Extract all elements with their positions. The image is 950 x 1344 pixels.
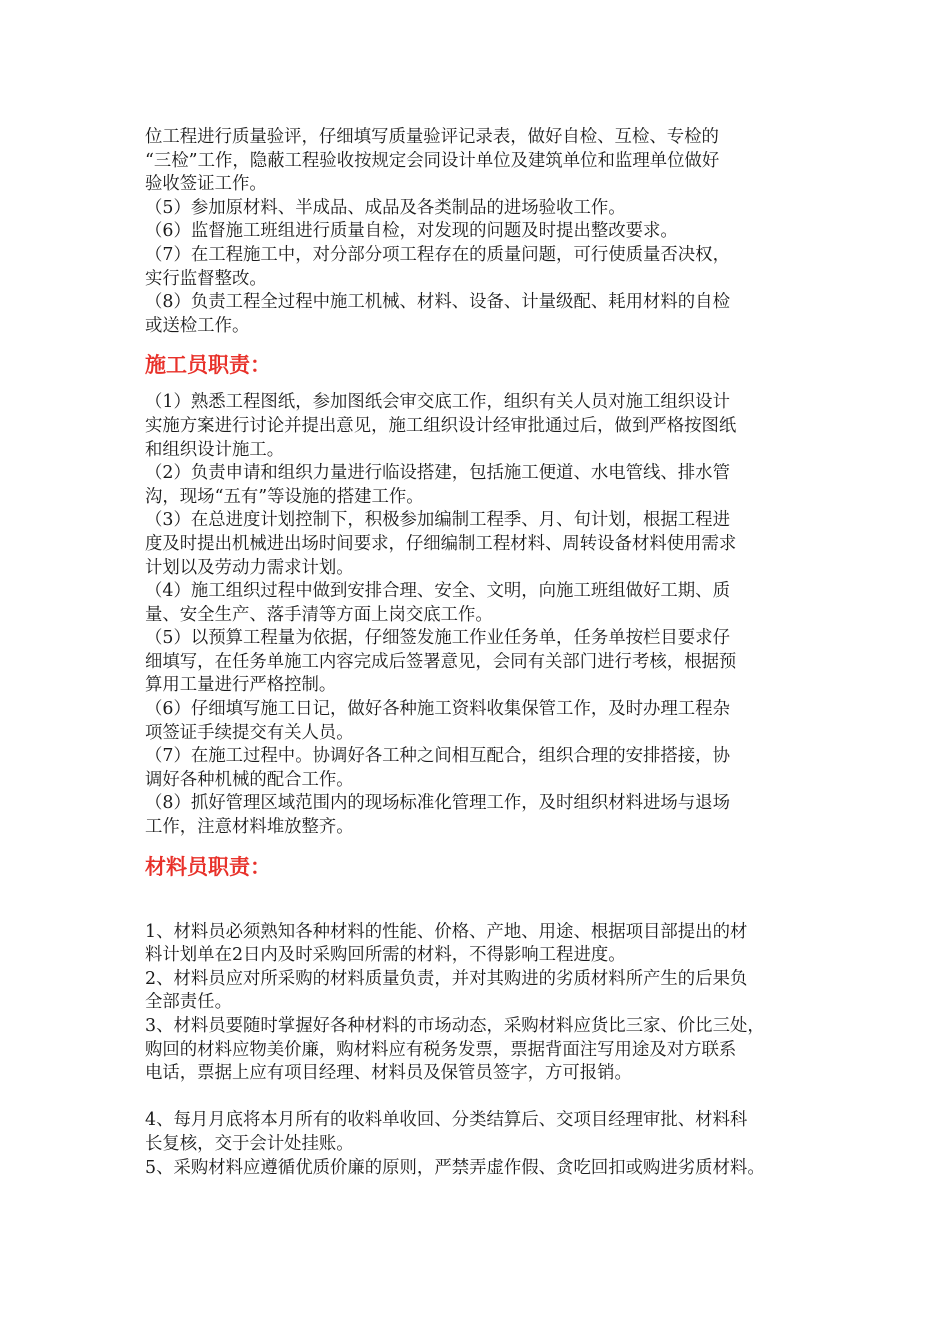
material-duties-block [145, 921, 825, 1181]
text-line: 3、材料员要随时掌握好各种材料的市场动态，采购材料应货比三家、价比三处， [145, 1016, 765, 1036]
text-line: 项签证手续提交有关人员。 [145, 722, 354, 743]
section-heading-construction: 施工员职责： [145, 352, 271, 378]
quality-duties-block [145, 126, 825, 338]
text-line: 工作，注意材料堆放整齐。 [145, 817, 354, 838]
text-line: “三检”工作，隐蔽工程验收按规定会同设计单位及建筑单位和监理单位做好 [145, 150, 720, 171]
text-line: （7）在工程施工中，对分部分项工程存在的质量问题，可行使质量否决权， [145, 244, 730, 265]
text-line: （4）施工组织过程中做到安排合理、安全、文明，向施工班组做好工期、质 [145, 581, 730, 602]
text-line: 5、采购材料应遵循优质价廉的原则，严禁弄虚作假、贪吃回扣或购进劣质材料。 [145, 1157, 765, 1178]
text-line: 位工程进行质量验评，仔细填写质量验评记录表，做好自检、互检、专检的 [145, 127, 719, 147]
text-line: 实行监督整改。 [145, 268, 267, 289]
paragraph-gap [145, 1086, 825, 1110]
text-line: 调好各种机械的配合工作。 [145, 769, 354, 790]
text-line: 计划以及劳动力需求计划。 [145, 557, 354, 578]
text-line: （7）在施工过程中。协调好各工种之间相互配合，组织合理的安排搭接，协 [145, 746, 730, 767]
text-line: 和组织设计施工。 [145, 439, 285, 460]
text-line: 沟，现场“五有”等设施的搭建工作。 [145, 486, 424, 507]
text-line: （8）负责工程全过程中施工机械、材料、设备、计量级配、耗用材料的自检 [145, 292, 730, 313]
text-line: 验收签证工作。 [145, 174, 267, 195]
document-page [145, 126, 825, 1180]
text-line: 2、材料员应对所采购的材料质量负责，并对其购进的劣质材料所产生的后果负 [145, 968, 748, 989]
text-line: 购回的材料应物美价廉，购材料应有税务发票，票据背面注写用途及对方联系 [145, 1039, 737, 1060]
text-line: 4、每月月底将本月所有的收料单收回、分类结算后、交项目经理审批、材料科 [145, 1110, 748, 1131]
text-line: 细填写，在任务单施工内容完成后签署意见，会同有关部门进行考核，根据预 [145, 651, 737, 672]
text-line: 实施方案进行讨论并提出意见，施工组织设计经审批通过后，做到严格按图纸 [145, 415, 737, 436]
text-line: 全部责任。 [145, 992, 232, 1013]
text-line: 1、材料员必须熟知各种材料的性能、价格、产地、用途、根据项目部提出的材 [145, 921, 748, 942]
text-line: 或送检工作。 [145, 315, 250, 336]
section-heading-material: 材料员职责： [145, 853, 271, 879]
text-line: （3）在总进度计划控制下，积极参加编制工程季、月、旬计划，根据工程进 [145, 510, 730, 531]
text-line: （8）抓好管理区域范围内的现场标准化管理工作，及时组织材料进场与退场 [145, 793, 730, 814]
text-line: 量、安全生产、落手清等方面上岗交底工作。 [145, 604, 493, 625]
text-line: （1）熟悉工程图纸，参加图纸会审交底工作，组织有关人员对施工组织设计 [145, 392, 730, 413]
construction-duties-block [145, 391, 825, 839]
text-line: （6）监督施工班组进行质量自检，对发现的问题及时提出整改要求。 [145, 221, 678, 242]
text-line: 电话，票据上应有项目经理、材料员及保管员签字，方可报销。 [145, 1063, 632, 1084]
text-line: 度及时提出机械进出场时间要求，仔细编制工程材料、周转设备材料使用需求 [145, 533, 737, 554]
text-line: 长复核，交于会计处挂账。 [145, 1133, 354, 1154]
text-line: （2）负责申请和组织力量进行临设搭建，包括施工便道、水电管线、排水管 [145, 463, 730, 484]
text-line: （6）仔细填写施工日记，做好各种施工资料收集保管工作，及时办理工程杂 [145, 699, 730, 720]
text-line: （5）以预算工程量为依据，仔细签发施工作业任务单，任务单按栏目要求仔 [145, 628, 730, 649]
text-line: 算用工量进行严格控制。 [145, 675, 337, 696]
text-line: 料计划单在2日内及时采购回所需的材料，不得影响工程进度。 [145, 945, 626, 966]
text-line: （5）参加原材料、半成品、成品及各类制品的进场验收工作。 [145, 197, 626, 218]
